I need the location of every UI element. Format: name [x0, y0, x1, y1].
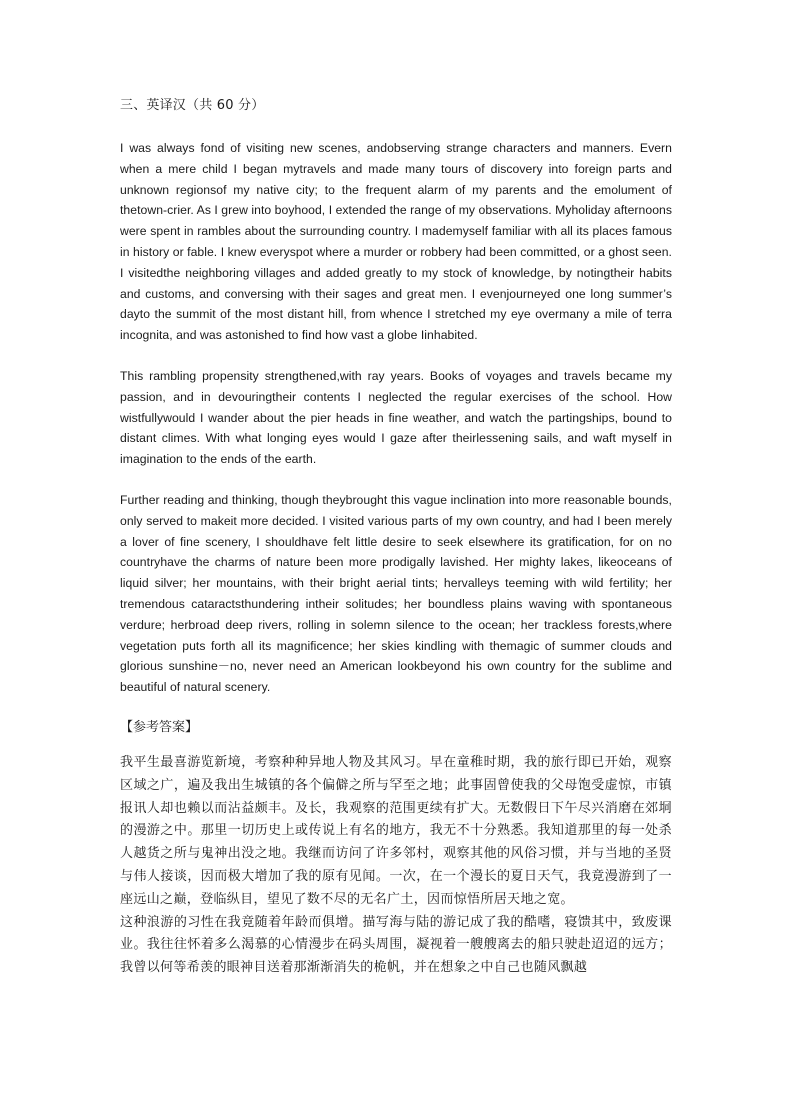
document-page	[120, 96, 672, 980]
chinese-paragraph-1: 我平生最喜游览新境，考察种种异地人物及其风习。早在童稚时期，我的旅行即已开始，观察区域之广，遍及我出生城镇的各个偏僻之所与罕至之地；此事固曾使我的父母饱受虚惊，市镇报讯人却也赖以而沾益颇丰。及长，我观察的范围更续有扩大。无数假日下午尽兴消磨在郊垌的漫游之中。那里一切历史上或传说上有名的地方，我无不十分熟悉。我知道那里的每一处杀人越货之所与鬼神出没之地。我继而访问了许多邻村，观察其他的风俗习惯，并与当地的圣贤与伟人接谈，因而极大增加了我的原有见闻。一次，在一个漫长的夏日天气，我竟漫游到了一座远山之巅，登临纵目，望见了数不尽的无名广土，因而惊悟所居天地之宽。	[120, 754, 672, 907]
english-paragraph-3: Further reading and thinking, though theybrought this vague inclination into more reasonable bounds, only served to makeit more decided. I visited various parts of my own country, and had I been merely a lover of fine scenery, I shouldhave felt little desire to seek elsewhere its gratification, for on no countryhave the charms of nature been more prodigally lavished. Her mighty lakes, likeoceans of liquid silver; her mountains, with their bright aerial tints; hervalleys teeming with wild fertility; her tremendous cataractsthundering intheir solitudes; her boundless plains waving with spontaneous verdure; herbroad deep rivers, rolling in solemn silence to the ocean; her trackless forests,where vegetation puts forth all its magnificence; her skies kindling with themagic of summer clouds and glorious sunshine－no, never need an American lookbeyond his own country for the sublime and beautiful of natural scenery.	[120, 492, 672, 695]
section-title: 三、英译汉（共 60 分）	[120, 98, 265, 113]
english-paragraph-2: This rambling propensity strengthened,with ray years. Books of voyages and travels became my passion, and in devouringtheir contents I neglected the regular exercises of the school. How wistfullywould I wander about the pier heads in fine weather, and watch the partingships, bound to distant climes. With what longing eyes would I gaze after theirlessening sails, and waft myself in imagination to the ends of the earth.	[120, 368, 672, 467]
english-paragraph-1: I was always fond of visiting new scenes, andobserving strange characters and manners. Evern when a mere child I began mytravels and made many tours of discovery into foreign parts and unknown regionsof my native city; to the frequent alarm of my parents and the emolument of thetown-crier. As I grew into boyhood, I extended the range of my observations. Myholiday afternoons were spent in rambles about the surrounding country. I mademyself familiar with all its places famous in history or fable. I knew everyspot where a murder or robbery had been committed, or a ghost seen. I visitedthe neighboring villages and added greatly to my stock of knowledge, by notingtheir habits and customs, and conversing with their sages and great men. I evenjourneyed one long summer’s dayto the summit of the most distant hill, from whence I stretched my eye overmany a mile of terra incognita, and was astonished to find how vast a globe Iinhabited.	[120, 141, 672, 343]
answer-title: 【参考答案】	[120, 719, 199, 735]
chinese-paragraph-2: 这种浪游的习性在我竟随着年龄而俱增。描写海与陆的游记成了我的酷嗜，寝馈其中，致废课业。我往往怀着多么渴慕的心情漫步在码头周围，凝视着一艘艘离去的船只驶赴迢迢的远方；我曾以何等希羡的眼神目送着那渐渐消失的桅帆，并在想象之中自己也随风飘越	[120, 914, 672, 976]
